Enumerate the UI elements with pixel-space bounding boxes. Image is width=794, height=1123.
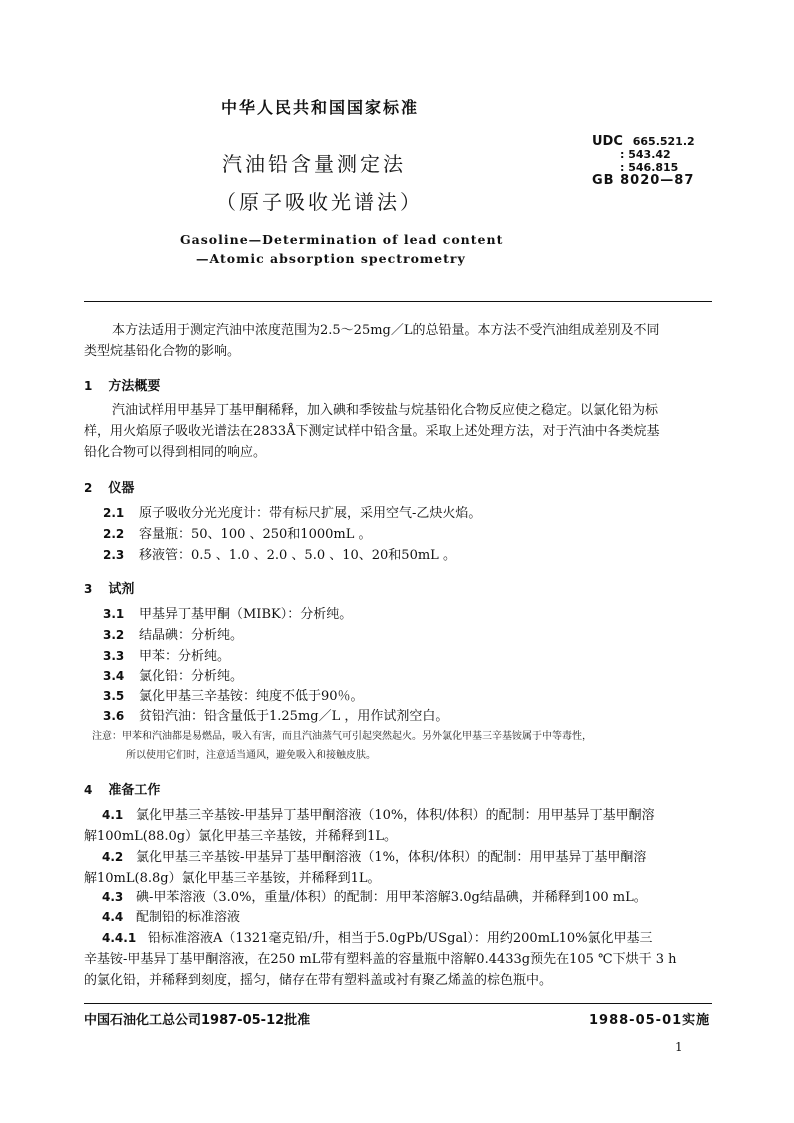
item-number: 4.4 bbox=[102, 910, 124, 924]
paragraph-line: 解10mL(8.8g）氯化甲基三辛基铵，并稀释到1L。 bbox=[84, 871, 381, 886]
item-number: 2.3 bbox=[103, 548, 125, 562]
udc-label: UDC bbox=[592, 134, 623, 149]
item-number: 3.1 bbox=[103, 607, 125, 621]
title-line-2: （原子吸收光谱法） bbox=[216, 190, 423, 214]
udc-code-3: : 546.815 bbox=[620, 161, 679, 174]
approval-text: 中国石油化工总公司1987-05-12批准 bbox=[84, 1013, 311, 1028]
intro-line-2: 类型烷基铅化合物的影响。 bbox=[84, 344, 241, 359]
title-line-1: 汽油铅含量测定法 bbox=[222, 152, 406, 176]
section-3-heading bbox=[84, 578, 134, 597]
classification-block bbox=[592, 135, 695, 187]
note-line-2: 所以使用它们时，注意适当通风，避免吸入和接触皮肤。 bbox=[126, 750, 376, 761]
paragraph-line: 铅标准溶液A（1321毫克铅/升，相当于5.0gPb/USgal）：用约200mL10%氯化甲基三 bbox=[148, 931, 653, 946]
safety-note bbox=[92, 727, 592, 765]
intro-line-1: 本方法适用于测定汽油中浓度范围为2.5～25mg／L的总铅量。本方法不受汽油组成差别及不同 bbox=[112, 323, 660, 338]
item-text: 氯化铅：分析纯。 bbox=[139, 669, 244, 684]
udc-code-2: : 543.42 bbox=[620, 148, 671, 161]
paragraph-line: 辛基铵-甲基异丁基甲酮溶液，在250 mL带有塑料盖的容量瓶中溶解0.4433g预先在105 ℃下烘干 3 h bbox=[84, 952, 677, 967]
section-title: 试剂 bbox=[108, 582, 135, 597]
item-number: 3.2 bbox=[103, 628, 125, 642]
footer-divider bbox=[84, 1003, 712, 1004]
item-text: 贫铅汽油：铅含量低于1.25mg／L ，用作试剂空白。 bbox=[139, 709, 449, 724]
list-item bbox=[103, 666, 243, 686]
paragraph-line: 碘-甲苯溶液（3.0%，重量/体积）的配制：用甲苯溶解3.0g结晶碘，并稀释到100 mL。 bbox=[136, 890, 647, 905]
item-text: 结晶碘：分析纯。 bbox=[139, 628, 244, 643]
intro-paragraph bbox=[84, 320, 714, 362]
title-en-line-1: Gasoline—Determination of lead content bbox=[180, 232, 504, 247]
section-1-heading bbox=[84, 375, 160, 394]
item-text: 移液管：0.5 、1.0 、2.0 、5.0 、10、20和50mL 。 bbox=[139, 548, 456, 563]
item-text: 甲基异丁基甲酮（MIBK）：分析纯。 bbox=[139, 607, 353, 622]
item-number: 3.6 bbox=[103, 709, 125, 723]
title-en-line-2: —Atomic absorption spectrometry bbox=[196, 251, 466, 266]
section-1-line-2: 样，用火焰原子吸收光谱法在2833Å下测定试样中铅含量。采取上述处理方法，对于汽油中各类烷基 bbox=[84, 424, 660, 439]
item-text: 原子吸收分光光度计：带有标尺扩展，采用空气-乙炔火焰。 bbox=[139, 506, 482, 521]
item-number: 4.3 bbox=[102, 890, 124, 904]
item-number: 4.1 bbox=[102, 808, 124, 822]
list-item bbox=[103, 503, 481, 523]
effective-date: 1988-05-01实施 bbox=[589, 1013, 711, 1028]
udc-code: 665.521.2 bbox=[632, 135, 695, 148]
list-item bbox=[103, 706, 448, 726]
page-number: 1 bbox=[675, 1040, 683, 1054]
item-number: 3.3 bbox=[103, 649, 125, 663]
list-item bbox=[103, 524, 371, 544]
paragraph-line: 的氯化铅，并稀释到刻度，摇匀，储存在带有塑料盖或衬有聚乙烯盖的棕色瓶中。 bbox=[84, 973, 553, 988]
section-title: 准备工作 bbox=[108, 783, 161, 798]
list-item bbox=[103, 625, 243, 645]
section-number: 2 bbox=[84, 481, 93, 495]
list-item bbox=[103, 646, 230, 666]
section-number: 3 bbox=[84, 582, 93, 596]
item-text: 甲苯：分析纯。 bbox=[139, 649, 231, 664]
section-number: 4 bbox=[84, 783, 93, 797]
note-line-1: 注意：甲苯和汽油都是易燃品，吸入有害，而且汽油蒸气可引起突然起火。另外氯化甲基三辛基铵属于中等毒性， bbox=[92, 731, 592, 742]
paragraph-4-2 bbox=[84, 847, 714, 889]
standard-org: 中华人民共和国国家标准 bbox=[221, 98, 420, 117]
document-title-cn bbox=[216, 145, 423, 221]
paragraph-4-1 bbox=[84, 805, 714, 847]
item-text: 容量瓶：50、100 、250和1000mL 。 bbox=[139, 527, 372, 542]
paragraph-line: 氯化甲基三辛基铵-甲基异丁基甲酮溶液（10%，体积/体积）的配制：用甲基异丁基甲酮溶 bbox=[136, 808, 655, 823]
item-number: 2.2 bbox=[103, 527, 125, 541]
section-1-line-1: 汽油试样用甲基异丁基甲酮稀释，加入碘和季铵盐与烷基铅化合物反应使之稳定。以氯化铅为标 bbox=[112, 403, 659, 418]
section-1-line-3: 铅化合物可以得到相同的响应。 bbox=[84, 445, 267, 460]
section-title: 方法概要 bbox=[108, 379, 161, 394]
paragraph-4-4 bbox=[102, 907, 240, 927]
paragraph-line: 解100mL(88.0g）氯化甲基三辛基铵，并稀释到1L。 bbox=[84, 829, 398, 844]
document-title-en bbox=[180, 230, 503, 268]
item-text: 氯化甲基三辛基铵：纯度不低于90％。 bbox=[139, 689, 364, 704]
gb-code: GB 8020—87 bbox=[592, 173, 695, 188]
list-item bbox=[103, 686, 364, 706]
paragraph-4-3 bbox=[102, 887, 647, 907]
item-number: 3.4 bbox=[103, 669, 125, 683]
section-2-heading bbox=[84, 477, 134, 496]
item-number: 4.2 bbox=[102, 850, 124, 864]
paragraph-4-4-1 bbox=[84, 928, 714, 991]
item-number: 4.4.1 bbox=[102, 931, 137, 945]
item-number: 3.5 bbox=[103, 689, 125, 703]
section-title: 仪器 bbox=[108, 481, 135, 496]
paragraph-line: 配制铅的标准溶液 bbox=[136, 910, 241, 925]
header-divider bbox=[84, 301, 712, 302]
section-number: 1 bbox=[84, 379, 93, 393]
item-number: 2.1 bbox=[103, 506, 125, 520]
section-4-heading bbox=[84, 779, 160, 798]
list-item bbox=[103, 545, 456, 565]
list-item bbox=[103, 604, 352, 624]
section-1-body bbox=[84, 400, 714, 463]
paragraph-line: 氯化甲基三辛基铵-甲基异丁基甲酮溶液（1%，体积/体积）的配制：用甲基异丁基甲酮溶 bbox=[136, 850, 647, 865]
